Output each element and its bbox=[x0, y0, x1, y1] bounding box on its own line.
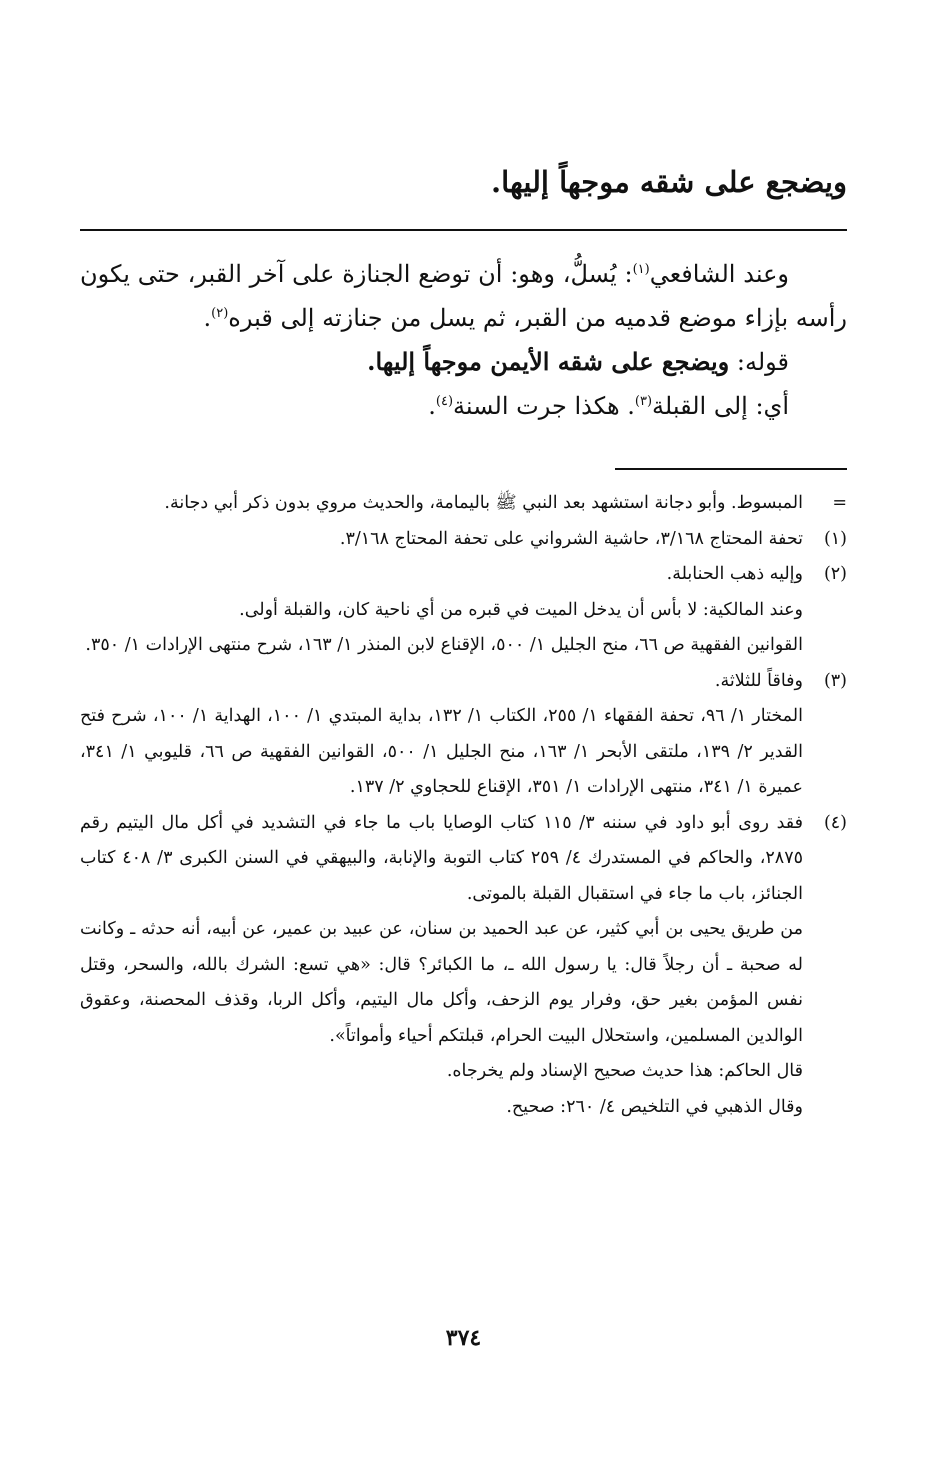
footnote-4 bbox=[80, 806, 847, 913]
footnotes bbox=[80, 486, 847, 1125]
footnote-text: وفاقاً للثلاثة. bbox=[714, 670, 803, 691]
paragraph-quote bbox=[80, 340, 847, 384]
footnote-ref-3[interactable]: (٣) bbox=[634, 394, 653, 409]
section-heading: ويضجع على شقه موجهاً إليها. bbox=[491, 165, 847, 199]
text-run: : يُسلُّ، وهو: أن توضع الجنازة على آخر القبر، حتى يكون رأسه بإزاء موضع قدميه من القبر، ثم يسل من جنازته إلى قبره bbox=[80, 260, 847, 332]
footnote-ref-4[interactable]: (٤) bbox=[435, 394, 454, 409]
footnote-number: (٢) bbox=[823, 564, 847, 584]
footnote-text: فقد روى أبو داود في سننه ٣/ ١١٥ كتاب الوصايا باب ما جاء في التشديد في أكل مال اليتيم رقم ٢٨٧٥، والحاكم في المستدرك ٤/ ٢٥٩ كتاب التوبة والإنابة، والبيهقي في السنن الكبرى ٣/ ٤٠٨ كتاب الجنائز، باب ما جاء في استقبال القبلة بالموتى. bbox=[80, 812, 804, 904]
footnote-ref-2[interactable]: (٢) bbox=[211, 306, 229, 321]
footnote-4-hadith: من طريق يحيى بن أبي كثير، عن عبد الحميد بن سنان، عن عبيد بن عمير، عن أبيه، أنه حدثه ـ وكانت له صحبة ـ أن رجلاً قال: يا رسول الله ـ، ما الكبائر؟ قال: «هي تسع: الشرك بالله، والسحر، وقتل نفس المؤمن بغير حق، وفرار يوم الزحف، وأكل مال اليتيم، وأكل الربا، وقذف المحصنة، وعقوق الوالدين المسلمين، واستحلال البيت الحرام، قبلتكم أحياء وأمواتاً». bbox=[80, 919, 803, 1046]
quoted-text: ويضجع على شقه الأيمن موجهاً إليها. bbox=[367, 347, 730, 376]
text-run: . bbox=[428, 392, 436, 420]
text-run: وعند الشافعي bbox=[649, 260, 789, 288]
footnote-number: (١) bbox=[823, 528, 847, 549]
footnote-continuation bbox=[80, 486, 847, 522]
footnote-number: (٣) bbox=[823, 670, 847, 691]
paragraph-shafii bbox=[80, 252, 847, 340]
footnote-2-line: وعند المالكية: لا بأس أن يدخل الميت في قبره من أي ناحية كان، والقبلة أولى. bbox=[239, 599, 803, 620]
text-run: . bbox=[203, 304, 212, 332]
footnote-2 bbox=[80, 557, 847, 593]
text-run: أي: إلى القبلة bbox=[652, 392, 789, 420]
footnote-4-hakim: قال الحاكم: هذا حديث صحيح الإسناد ولم يخرجاه. bbox=[446, 1061, 803, 1081]
text-run: . هكذا جرت السنة bbox=[453, 392, 635, 420]
footnote-text: وإليه ذهب الحنابلة. bbox=[666, 564, 803, 584]
footnote-1 bbox=[80, 522, 847, 558]
heading-divider bbox=[80, 229, 847, 231]
footnote-divider bbox=[615, 468, 847, 470]
book-page bbox=[80, 0, 847, 1478]
continuation-mark: = bbox=[832, 493, 847, 513]
main-text bbox=[80, 252, 847, 428]
page-number: ٣٧٤ bbox=[445, 1325, 482, 1351]
footnote-text: تحفة المحتاج ٣/١٦٨، حاشية الشرواني على تحفة المحتاج ٣/١٦٨. bbox=[339, 528, 803, 549]
footnote-3 bbox=[80, 664, 847, 700]
footnote-3-sources: المختار ١/ ٩٦، تحفة الفقهاء ١/ ٢٥٥، الكتاب ١/ ١٣٢، بداية المبتدي ١/ ١٠٠، الهداية ١/ ١٠٠، شرح فتح القدير ٢/ ١٣٩، ملتقى الأبحر ١/ ١٦٣، منح الجليل ١/ ٥٠٠، القوانين الفقهية ص ٦٦، قليوبي ١/ ٣٤١، عميرة ١/ ٣٤١، منتهى الإرادات ١/ ٣٥١، الإقناع للحجاوي ٢/ ١٣٧. bbox=[80, 706, 804, 797]
footnote-text: المبسوط. وأبو دجانة استشهد بعد النبي ﷺ باليمامة، والحديث مروي بدون ذكر أبي دجانة. bbox=[164, 493, 803, 513]
quote-lead: قوله: bbox=[729, 348, 789, 376]
footnote-ref-1[interactable]: (١) bbox=[632, 262, 650, 277]
footnote-4-dhahabi: وقال الذهبي في التلخيص ٤/ ٢٦٠: صحيح. bbox=[506, 1096, 803, 1117]
footnote-2-sources: القوانين الفقهية ص ٦٦، منح الجليل ١/ ٥٠٠، الإقناع لابن المنذر ١/ ١٦٣، شرح منتهى الإرادات ١/ ٣٥٠. bbox=[85, 635, 803, 655]
footnote-number: (٤) bbox=[823, 812, 847, 833]
paragraph-explanation bbox=[80, 384, 847, 428]
